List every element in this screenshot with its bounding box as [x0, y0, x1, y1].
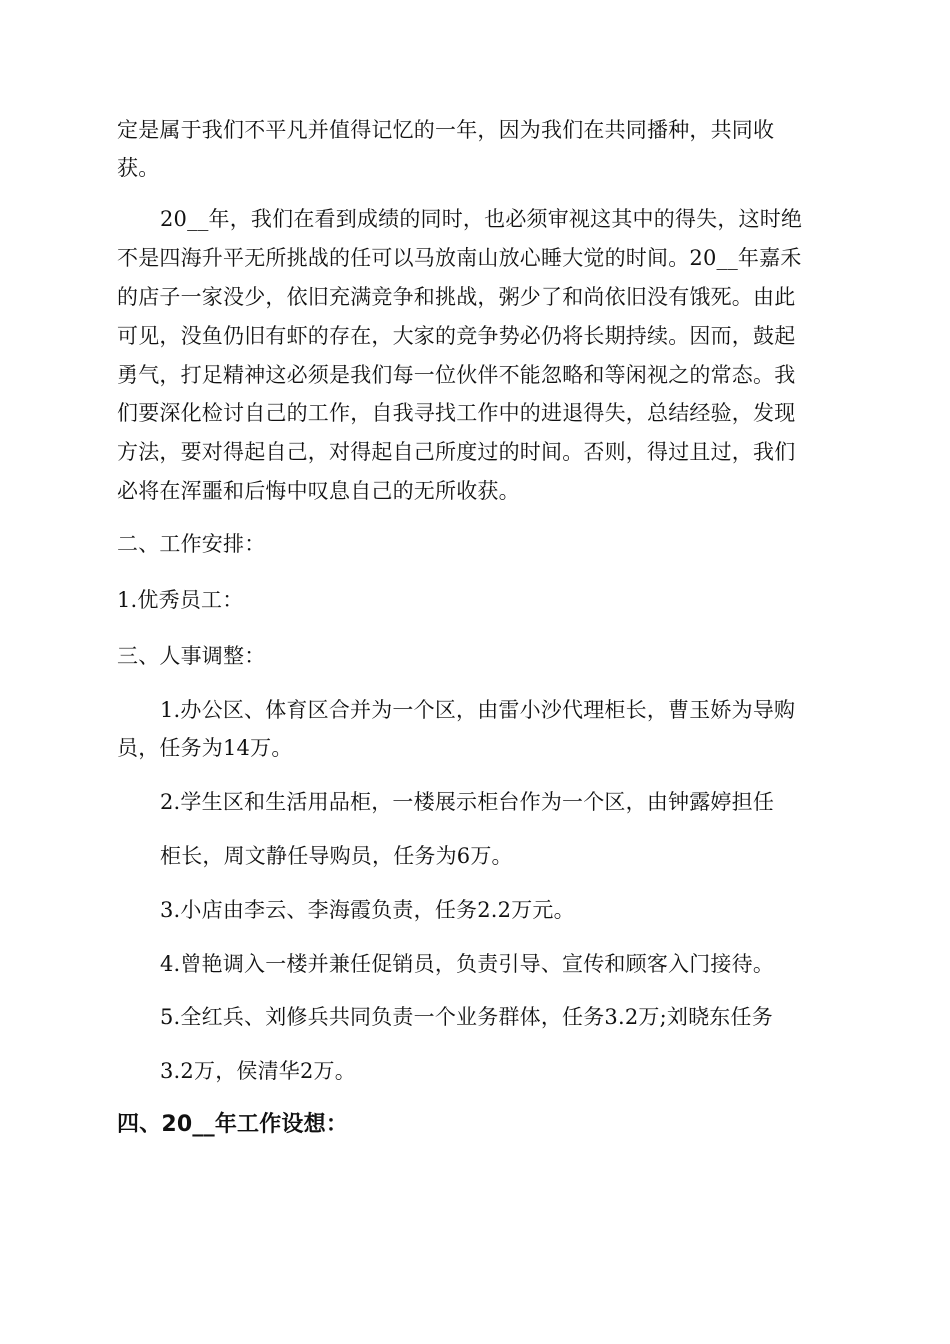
section-heading: 二、工作安排：: [117, 532, 266, 556]
list-item: 1.办公区、体育区合并为一个区，由雷小沙代理柜长，曹玉娇为导购: [160, 698, 796, 722]
list-item: 3.小店由李云、李海霞负责，任务2.2万元。: [160, 898, 575, 922]
list-item: 4.曾艳调入一楼并兼任促销员，负责引导、宣传和顾客入门接待。: [160, 952, 775, 976]
list-item-continuation: 员，任务为14万。: [117, 736, 293, 760]
paragraph-line: 20__年，我们在看到成绩的同时，也必须审视这其中的得失，这时绝: [160, 207, 803, 231]
paragraph-line: 方法，要对得起自己，对得起自己所度过的时间。否则，得过且过，我们: [117, 440, 796, 464]
section-heading: 三、人事调整：: [117, 644, 266, 668]
paragraph-line: 的店子一家没少，依旧充满竞争和挑战，粥少了和尚依旧没有饿死。由此: [117, 285, 796, 309]
paragraph-line: 勇气，打足精神这必须是我们每一位伙伴不能忽略和等闲视之的常态。我: [117, 363, 796, 387]
list-item-continuation: 3.2万，侯清华2万。: [160, 1059, 356, 1083]
list-item: 1.优秀员工：: [117, 588, 244, 612]
list-item: 2.学生区和生活用品柜，一楼展示柜台作为一个区，由钟露婷担任: [160, 790, 775, 814]
paragraph-line: 必将在浑噩和后悔中叹息自己的无所收获。: [117, 479, 520, 503]
paragraph-line: 们要深化检讨自己的工作，自我寻找工作中的进退得失，总结经验，发现: [117, 401, 796, 425]
paragraph-line: 可见，没鱼仍旧有虾的存在，大家的竞争势必仍将长期持续。因而，鼓起: [117, 324, 796, 348]
section-heading-bold: 四、20__年工作设想：: [117, 1112, 349, 1137]
list-item: 5.全红兵、刘修兵共同负责一个业务群体，任务3.2万;刘晓东任务: [160, 1005, 773, 1029]
paragraph-line: 不是四海升平无所挑战的任可以马放南山放心睡大觉的时间。20__年嘉禾: [117, 246, 802, 270]
list-item-continuation: 柜长，周文静任导购员，任务为6万。: [160, 844, 513, 868]
paragraph-line: 获。: [117, 156, 160, 180]
paragraph-line: 定是属于我们不平凡并值得记忆的一年，因为我们在共同播种，共同收: [117, 118, 775, 142]
